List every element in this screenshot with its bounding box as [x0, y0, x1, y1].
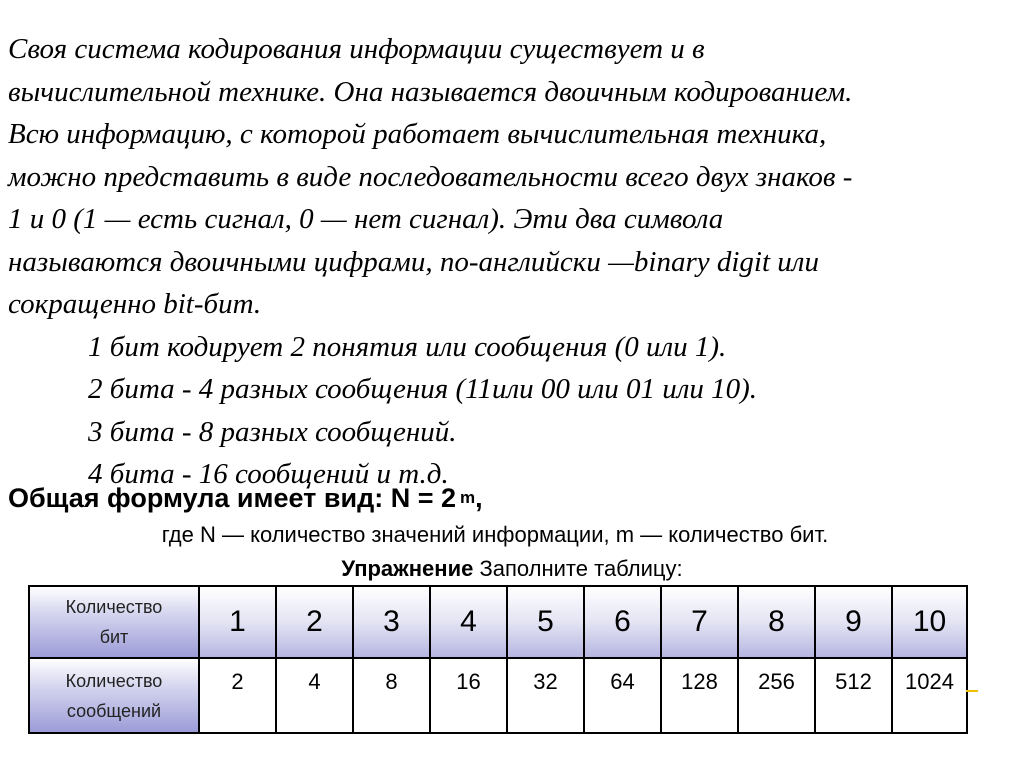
row-header-messages [29, 658, 199, 733]
formula-suffix: , [475, 483, 483, 513]
list-item: 2 бита - 4 разных сообщения (11или 00 или 01 или 10). [88, 373, 758, 405]
bits-cell: 4 [430, 586, 507, 658]
messages-cell: 16 [430, 658, 507, 733]
paragraph-line: сокращенно bit-бит. [8, 288, 262, 320]
general-formula [8, 478, 483, 522]
bits-cell: 5 [507, 586, 584, 658]
messages-cell: 128 [661, 658, 738, 733]
messages-cell: 32 [507, 658, 584, 733]
bits-cell: 2 [276, 586, 353, 658]
row-header-line: сообщений [66, 700, 162, 721]
formula-text: Общая формула имеет вид: N = 2 [8, 483, 456, 513]
list-item: 4 бита - 16 сообщений и т.д. [88, 458, 449, 490]
bits-table [28, 585, 968, 734]
table-row-messages [29, 658, 967, 733]
paragraph-line: вычислительной технике. Она называется двоичным кодированием. [8, 75, 853, 108]
messages-cell: 256 [738, 658, 815, 733]
formula-exponent: m [460, 488, 476, 507]
bits-cell: 1 [199, 586, 276, 658]
exercise-title: Упражнение [341, 556, 474, 581]
row-header-line: Количество [65, 670, 163, 691]
bits-cell: 10 [892, 586, 967, 658]
intro-paragraph [8, 28, 1018, 496]
messages-cell: 512 [815, 658, 892, 733]
table-row-bits [29, 586, 967, 658]
decorative-accent-line [966, 690, 978, 692]
row-header-bits [29, 586, 199, 658]
formula-explanation: где N — количество значений информации, m — количество бит. [161, 522, 829, 547]
row-header-line: бит [99, 627, 129, 647]
messages-cell: 8 [353, 658, 430, 733]
exercise-heading [0, 553, 1024, 585]
paragraph-line: Всю информацию, с которой работает вычислительная техника, [8, 118, 827, 150]
paragraph-line: Своя система кодирования информации существует и в [8, 33, 705, 65]
bits-cell: 7 [661, 586, 738, 658]
list-item: 3 бита - 8 разных сообщений. [88, 415, 457, 448]
bits-cell: 6 [584, 586, 661, 658]
messages-cell: 4 [276, 658, 353, 733]
bits-cell: 3 [353, 586, 430, 658]
exercise-text: Заполните таблицу: [479, 556, 683, 581]
paragraph-line: 1 и 0 (1 — есть сигнал, 0 — нет сигнал). Эти два символа [8, 203, 724, 235]
list-item: 1 бит кодирует 2 понятия или сообщения (0 или 1). [88, 330, 727, 363]
messages-cell: 2 [199, 658, 276, 733]
bits-cell: 9 [815, 586, 892, 658]
bits-table-container [28, 585, 966, 722]
messages-cell: 64 [584, 658, 661, 733]
row-header-line: Количество [65, 597, 163, 617]
paragraph-line: называются двоичными цифрами, по-английски —binary digit или [8, 245, 819, 278]
paragraph-line: можно представить в виде последовательности всего двух знаков - [8, 160, 853, 193]
bits-cell: 8 [738, 586, 815, 658]
messages-cell: 1024 [892, 658, 967, 733]
